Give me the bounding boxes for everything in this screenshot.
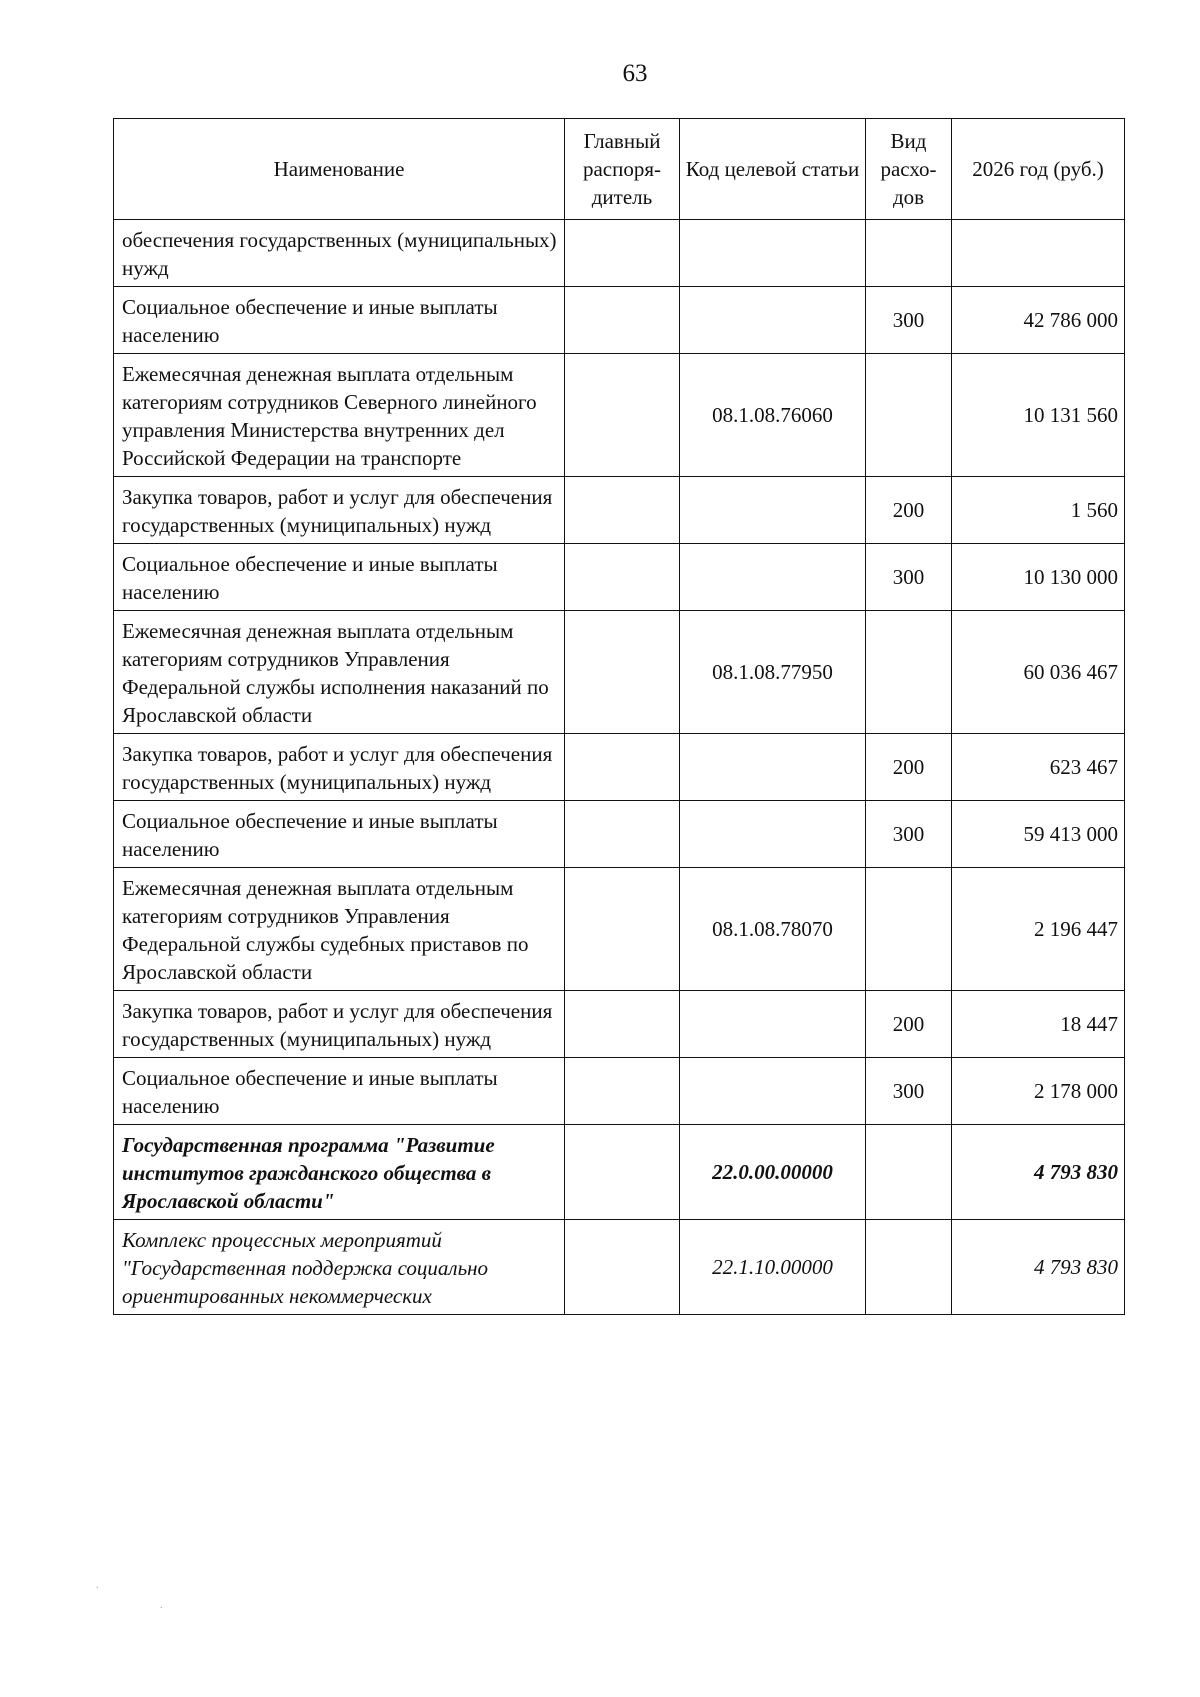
cell-manager: [565, 801, 680, 868]
table-row: [114, 991, 1125, 1058]
cell-code: 22.1.10.00000: [680, 1220, 866, 1315]
table-row: [114, 354, 1125, 477]
table-row: [114, 477, 1125, 544]
cell-code: 08.1.08.76060: [680, 354, 866, 477]
cell-name: Социальное обеспечение и иные выплаты населению: [114, 1058, 565, 1125]
cell-code: 08.1.08.78070: [680, 868, 866, 991]
cell-type: [866, 1220, 952, 1315]
cell-code: [680, 991, 866, 1058]
cell-amount: 2 196 447: [952, 868, 1125, 991]
cell-name: Ежемесячная денежная выплата отдельным категориям сотрудников Северного линейного управления Министерства внутренних дел Российской Федерации на транспорте: [114, 354, 565, 477]
cell-name: Ежемесячная денежная выплата отдельным категориям сотрудников Управления Федеральной службы судебных приставов по Ярославской области: [114, 868, 565, 991]
cell-manager: [565, 544, 680, 611]
cell-code: [680, 734, 866, 801]
cell-type: [866, 611, 952, 734]
table-row: [114, 801, 1125, 868]
page-number: 63: [622, 60, 648, 87]
cell-manager: [565, 354, 680, 477]
cell-amount: 10 131 560: [952, 354, 1125, 477]
table-row: [114, 868, 1125, 991]
table-row: [114, 1125, 1125, 1220]
cell-name: Государственная программа "Развитие институтов гражданского общества в Ярославской области": [114, 1125, 565, 1220]
cell-amount: 18 447: [952, 991, 1125, 1058]
cell-amount: 1 560: [952, 477, 1125, 544]
table-row: [114, 1220, 1125, 1315]
cell-code: 08.1.08.77950: [680, 611, 866, 734]
cell-manager: [565, 1058, 680, 1125]
scan-dot: .: [96, 1580, 99, 1591]
table-row: [114, 734, 1125, 801]
cell-type: 200: [866, 734, 952, 801]
cell-name: Закупка товаров, работ и услуг для обеспечения государственных (муниципальных) нужд: [114, 991, 565, 1058]
cell-amount: 42 786 000: [952, 287, 1125, 354]
cell-amount: 623 467: [952, 734, 1125, 801]
cell-type: 200: [866, 991, 952, 1058]
header-code: Код целевой статьи: [680, 119, 866, 220]
cell-name: Закупка товаров, работ и услуг для обеспечения государственных (муниципальных) нужд: [114, 477, 565, 544]
cell-type: 300: [866, 801, 952, 868]
cell-name: Социальное обеспечение и иные выплаты населению: [114, 801, 565, 868]
cell-name: Ежемесячная денежная выплата отдельным категориям сотрудников Управления Федеральной службы исполнения наказаний по Ярославской области: [114, 611, 565, 734]
cell-manager: [565, 220, 680, 287]
cell-amount: 10 130 000: [952, 544, 1125, 611]
table-row: [114, 611, 1125, 734]
cell-manager: [565, 287, 680, 354]
header-manager: Главный распоря-дитель: [565, 119, 680, 220]
cell-amount: 2 178 000: [952, 1058, 1125, 1125]
cell-manager: [565, 477, 680, 544]
cell-code: [680, 1058, 866, 1125]
cell-code: [680, 287, 866, 354]
cell-amount: 59 413 000: [952, 801, 1125, 868]
cell-amount: 60 036 467: [952, 611, 1125, 734]
header-type: Вид расхо-дов: [866, 119, 952, 220]
cell-name: Социальное обеспечение и иные выплаты населению: [114, 544, 565, 611]
table-body: [114, 220, 1125, 1315]
cell-type: 300: [866, 1058, 952, 1125]
cell-name: Социальное обеспечение и иные выплаты населению: [114, 287, 565, 354]
cell-type: [866, 220, 952, 287]
cell-type: [866, 354, 952, 477]
table-row: [114, 544, 1125, 611]
cell-code: 22.0.00.00000: [680, 1125, 866, 1220]
cell-manager: [565, 734, 680, 801]
table-row: [114, 287, 1125, 354]
cell-type: [866, 1125, 952, 1220]
cell-code: [680, 801, 866, 868]
cell-manager: [565, 991, 680, 1058]
cell-code: [680, 544, 866, 611]
header-name: Наименование: [114, 119, 565, 220]
header-amount: 2026 год (руб.): [952, 119, 1125, 220]
cell-manager: [565, 1220, 680, 1315]
cell-type: 200: [866, 477, 952, 544]
cell-manager: [565, 868, 680, 991]
table-row: [114, 1058, 1125, 1125]
cell-amount: 4 793 830: [952, 1125, 1125, 1220]
scan-dot: .: [160, 1600, 163, 1611]
table-header-row: [114, 119, 1125, 220]
cell-manager: [565, 611, 680, 734]
cell-code: [680, 477, 866, 544]
cell-type: 300: [866, 287, 952, 354]
cell-type: 300: [866, 544, 952, 611]
budget-table: [113, 118, 1125, 1315]
cell-name: Закупка товаров, работ и услуг для обеспечения государственных (муниципальных) нужд: [114, 734, 565, 801]
cell-type: [866, 868, 952, 991]
table-row: [114, 220, 1125, 287]
cell-name: обеспечения государственных (муниципальных) нужд: [114, 220, 565, 287]
cell-amount: 4 793 830: [952, 1220, 1125, 1315]
cell-code: [680, 220, 866, 287]
cell-manager: [565, 1125, 680, 1220]
cell-name: Комплекс процессных мероприятий "Государственная поддержка социально ориентированных некоммерческих: [114, 1220, 565, 1315]
cell-amount: [952, 220, 1125, 287]
